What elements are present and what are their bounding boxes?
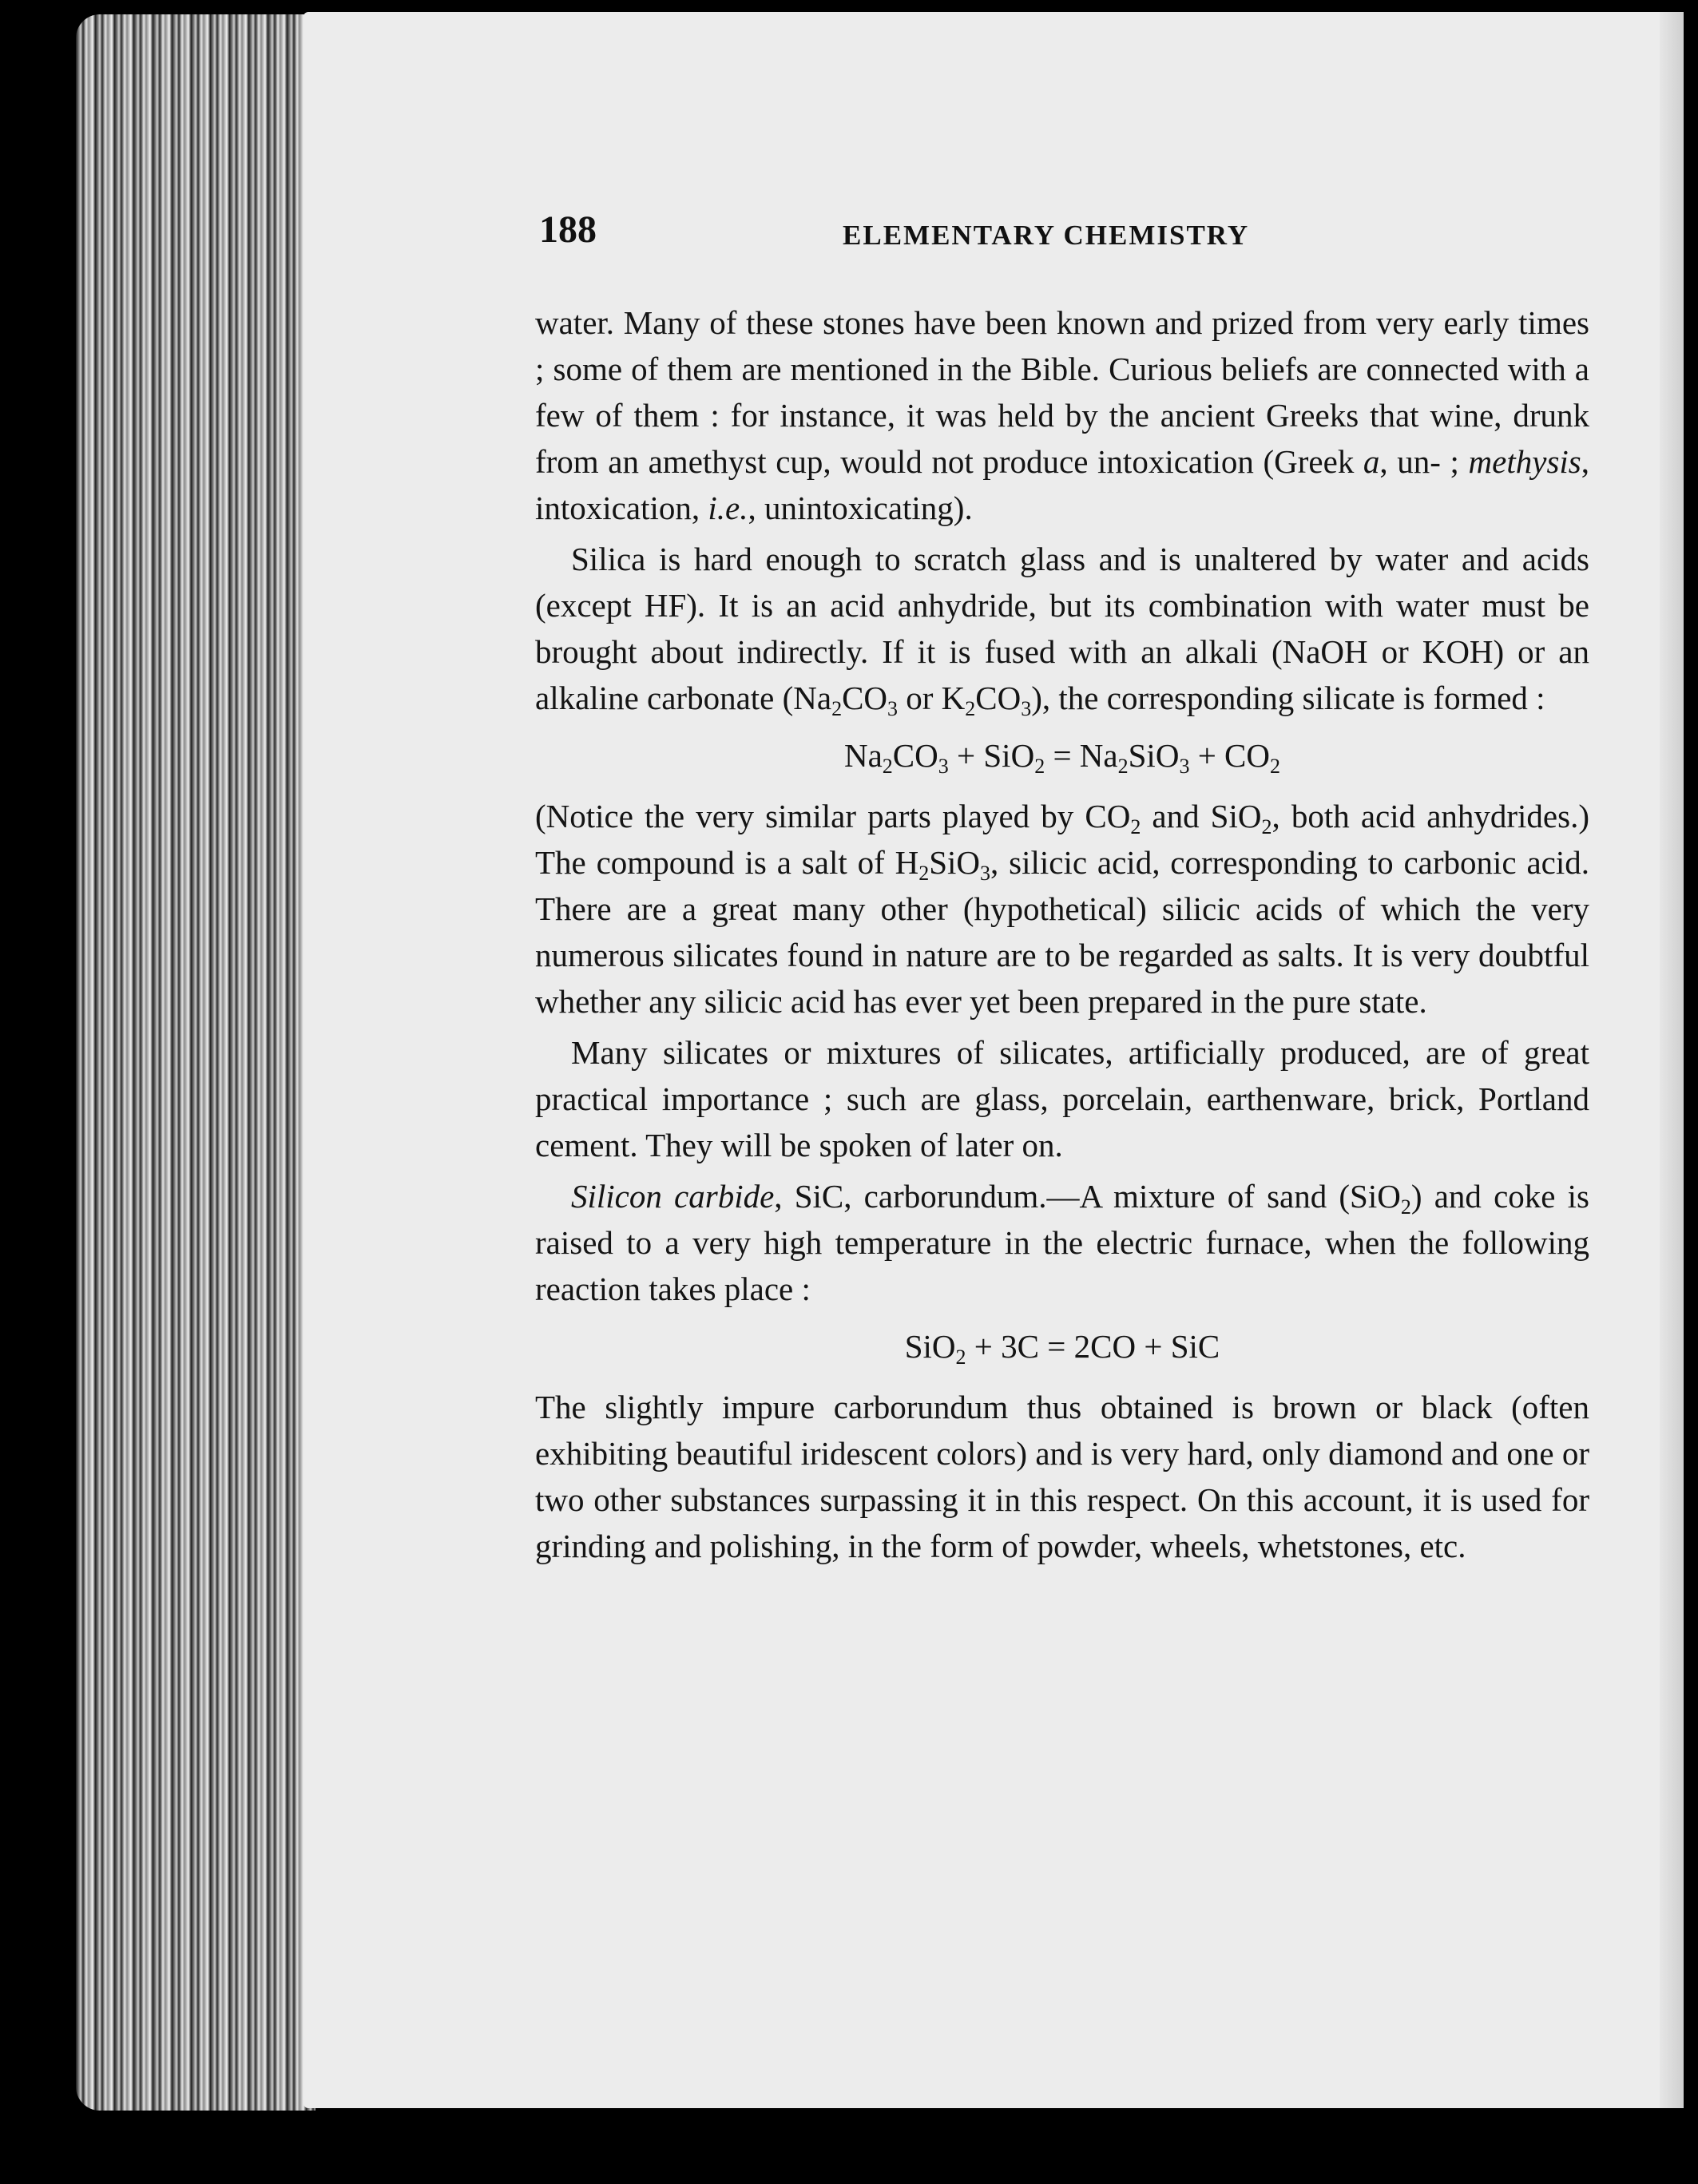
book-page-edges bbox=[76, 14, 315, 2111]
paragraph-silica: Silica is hard enough to scratch glass and is unaltered by water and acids (except HF). It is an acid anhydride, but its combination with water must be brought about indirectly. If it is fused with an alkali (NaOH or KOH) or an alkaline carbonate ($Na_2CO_3$ or $K_2CO_3$), the corresponding silicate is formed : bbox=[535, 541, 1589, 720]
paragraph-gemstones: water. Many of these stones have been known and prized from very early times ; some of them are mentioned in the Bible. Curious beliefs are connected with a few of them : for instance, it was held by the ancient Greeks that wine, drunk from an amethyst cup, would not produce intoxication (Greek a, un- ; methysis, intoxication, i.e., unintoxicating). bbox=[535, 304, 1589, 526]
book-page bbox=[303, 12, 1684, 2108]
running-head bbox=[539, 208, 1601, 264]
paragraph-silicon-carbide: Silicon carbide, SiC, carborundum.—A mixture of sand (SiO$_2$) and coke is raised to a very high temperature in the electric furnace, when the following reaction takes place : bbox=[535, 1178, 1589, 1307]
body-text bbox=[535, 299, 1589, 1574]
paragraph-silicates: Many silicates or mixtures of silicates, artificially produced, are of great practical importance ; such are glass, porcelain, earthenware, brick, Portland cement. They will be spoken of later on. bbox=[535, 1034, 1589, 1163]
page-gutter-shadow bbox=[1660, 12, 1684, 2108]
paragraph-carborundum-properties: The slightly impure carborundum thus obtained is brown or black (often exhibiting beautiful iridescent colors) and is very hard, only diamond and one or two other substances surpassing it in this respect. On this account, it is used for grinding and polishing, in the form of powder, wheels, whetstones, etc. bbox=[535, 1389, 1589, 1564]
page-number: 188 bbox=[539, 208, 597, 251]
running-title: ELEMENTARY CHEMISTRY bbox=[843, 220, 1250, 251]
paragraph-silicic-acid: (Notice the very similar parts played by $CO_2$ and SiO$_2$, both acid anhydrides.) The compound is a salt of $H_2SiO_3$, silicic acid, corresponding to carbonic acid. There are a great many other (hypothetical) silicic acids of which the very numerous silicates found in nature are to be regarded as salts. It is very doubtful whether any silicic acid has ever yet been prepared in the pure state. bbox=[535, 798, 1589, 1020]
equation-carborundum: SiO$_2$ + 3C = 2CO + SiC bbox=[904, 1328, 1220, 1369]
equation-sodium-silicate: $Na_2CO_3 + SiO_2 = Na_2SiO_3 + CO_2$ bbox=[843, 737, 1281, 778]
